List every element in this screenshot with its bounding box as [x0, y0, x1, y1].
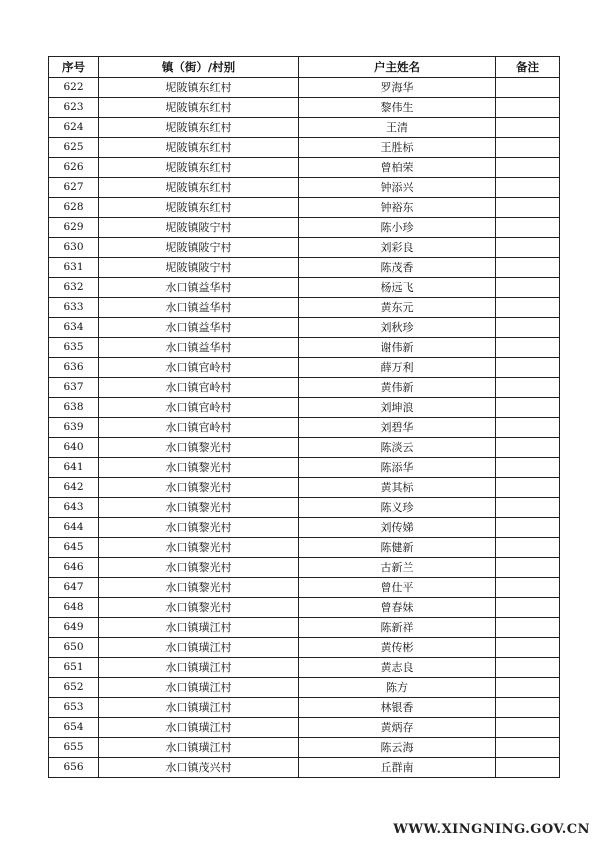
serial-number-cell: 634 [49, 318, 99, 338]
town-village-cell: 水口镇黎光村 [99, 558, 299, 578]
remarks-cell [496, 138, 560, 158]
table-row [49, 438, 560, 458]
table-row [49, 138, 560, 158]
town-village-cell: 水口镇黎光村 [99, 538, 299, 558]
table-row [49, 698, 560, 718]
serial-number-cell: 632 [49, 278, 99, 298]
table-header-row [49, 57, 560, 78]
town-village-cell: 坭陂镇东红村 [99, 138, 299, 158]
table-row [49, 458, 560, 478]
householder-name-cell: 黄传彬 [299, 638, 496, 658]
householder-name-cell: 林银香 [299, 698, 496, 718]
town-village-cell: 水口镇璜江村 [99, 738, 299, 758]
householder-name-cell: 丘群南 [299, 758, 496, 778]
serial-number-cell: 625 [49, 138, 99, 158]
town-village-cell: 坭陂镇东红村 [99, 118, 299, 138]
table-row [49, 578, 560, 598]
serial-number-cell: 648 [49, 598, 99, 618]
remarks-cell [496, 558, 560, 578]
table-row [49, 178, 560, 198]
town-village-cell: 坭陂镇东红村 [99, 178, 299, 198]
header-remarks: 备注 [496, 57, 560, 78]
serial-number-cell: 649 [49, 618, 99, 638]
remarks-cell [496, 298, 560, 318]
serial-number-cell: 627 [49, 178, 99, 198]
town-village-cell: 水口镇黎光村 [99, 438, 299, 458]
town-village-cell: 水口镇黎光村 [99, 458, 299, 478]
householder-name-cell: 黄炳存 [299, 718, 496, 738]
town-village-cell: 水口镇官岭村 [99, 358, 299, 378]
town-village-cell: 水口镇茂兴村 [99, 758, 299, 778]
town-village-cell: 水口镇黎光村 [99, 518, 299, 538]
town-village-cell: 水口镇益华村 [99, 338, 299, 358]
remarks-cell [496, 638, 560, 658]
town-village-cell: 坭陂镇陂宁村 [99, 238, 299, 258]
serial-number-cell: 645 [49, 538, 99, 558]
table-row [49, 758, 560, 778]
table-row [49, 258, 560, 278]
householder-name-cell: 刘坤浪 [299, 398, 496, 418]
table-row [49, 518, 560, 538]
remarks-cell [496, 238, 560, 258]
serial-number-cell: 640 [49, 438, 99, 458]
remarks-cell [496, 518, 560, 538]
householder-name-cell: 陈茂香 [299, 258, 496, 278]
serial-number-cell: 622 [49, 78, 99, 98]
table-row [49, 598, 560, 618]
remarks-cell [496, 498, 560, 518]
householder-name-cell: 钟裕东 [299, 198, 496, 218]
table-row [49, 298, 560, 318]
remarks-cell [496, 118, 560, 138]
serial-number-cell: 644 [49, 518, 99, 538]
table-row [49, 378, 560, 398]
table-row [49, 78, 560, 98]
householder-name-cell: 陈义珍 [299, 498, 496, 518]
remarks-cell [496, 198, 560, 218]
householder-name-cell: 王清 [299, 118, 496, 138]
town-village-cell: 水口镇璜江村 [99, 658, 299, 678]
serial-number-cell: 652 [49, 678, 99, 698]
remarks-cell [496, 538, 560, 558]
remarks-cell [496, 738, 560, 758]
town-village-cell: 水口镇益华村 [99, 278, 299, 298]
remarks-cell [496, 758, 560, 778]
table-row [49, 618, 560, 638]
town-village-cell: 水口镇黎光村 [99, 598, 299, 618]
remarks-cell [496, 418, 560, 438]
header-serial-number: 序号 [49, 57, 99, 78]
remarks-cell [496, 338, 560, 358]
remarks-cell [496, 78, 560, 98]
table-row [49, 678, 560, 698]
table-row [49, 658, 560, 678]
table-row [49, 98, 560, 118]
householder-name-cell: 刘传娣 [299, 518, 496, 538]
householder-name-cell: 陈云海 [299, 738, 496, 758]
serial-number-cell: 654 [49, 718, 99, 738]
remarks-cell [496, 678, 560, 698]
remarks-cell [496, 478, 560, 498]
householder-name-cell: 黄志良 [299, 658, 496, 678]
table-row [49, 558, 560, 578]
remarks-cell [496, 178, 560, 198]
householder-name-cell: 刘彩良 [299, 238, 496, 258]
household-table-container [48, 56, 559, 778]
householder-name-cell: 钟添兴 [299, 178, 496, 198]
serial-number-cell: 653 [49, 698, 99, 718]
town-village-cell: 水口镇黎光村 [99, 478, 299, 498]
remarks-cell [496, 718, 560, 738]
remarks-cell [496, 698, 560, 718]
table-row [49, 118, 560, 138]
serial-number-cell: 626 [49, 158, 99, 178]
table-row [49, 398, 560, 418]
town-village-cell: 水口镇益华村 [99, 298, 299, 318]
town-village-cell: 坭陂镇东红村 [99, 158, 299, 178]
serial-number-cell: 638 [49, 398, 99, 418]
table-row [49, 198, 560, 218]
town-village-cell: 水口镇官岭村 [99, 378, 299, 398]
serial-number-cell: 629 [49, 218, 99, 238]
town-village-cell: 水口镇益华村 [99, 318, 299, 338]
remarks-cell [496, 618, 560, 638]
table-row [49, 478, 560, 498]
householder-name-cell: 古新兰 [299, 558, 496, 578]
householder-name-cell: 黄东元 [299, 298, 496, 318]
town-village-cell: 坭陂镇陂宁村 [99, 258, 299, 278]
householder-name-cell: 陈健新 [299, 538, 496, 558]
remarks-cell [496, 98, 560, 118]
householder-name-cell: 黄伟新 [299, 378, 496, 398]
householder-name-cell: 黄其标 [299, 478, 496, 498]
householder-name-cell: 曾柏荣 [299, 158, 496, 178]
remarks-cell [496, 438, 560, 458]
remarks-cell [496, 398, 560, 418]
serial-number-cell: 639 [49, 418, 99, 438]
town-village-cell: 水口镇璜江村 [99, 678, 299, 698]
serial-number-cell: 656 [49, 758, 99, 778]
householder-name-cell: 陈小珍 [299, 218, 496, 238]
householder-name-cell: 陈淡云 [299, 438, 496, 458]
serial-number-cell: 643 [49, 498, 99, 518]
householder-name-cell: 罗海华 [299, 78, 496, 98]
remarks-cell [496, 358, 560, 378]
town-village-cell: 坭陂镇东红村 [99, 198, 299, 218]
remarks-cell [496, 278, 560, 298]
remarks-cell [496, 578, 560, 598]
householder-name-cell: 陈方 [299, 678, 496, 698]
serial-number-cell: 624 [49, 118, 99, 138]
householder-name-cell: 黎伟生 [299, 98, 496, 118]
site-watermark: WWW.XINGNING.GOV.CN [393, 822, 590, 837]
serial-number-cell: 623 [49, 98, 99, 118]
householder-name-cell: 曾春妹 [299, 598, 496, 618]
householder-name-cell: 刘碧华 [299, 418, 496, 438]
table-row [49, 238, 560, 258]
remarks-cell [496, 378, 560, 398]
serial-number-cell: 635 [49, 338, 99, 358]
table-row [49, 418, 560, 438]
remarks-cell [496, 318, 560, 338]
town-village-cell: 水口镇璜江村 [99, 698, 299, 718]
remarks-cell [496, 158, 560, 178]
serial-number-cell: 651 [49, 658, 99, 678]
table-row [49, 158, 560, 178]
serial-number-cell: 642 [49, 478, 99, 498]
town-village-cell: 水口镇官岭村 [99, 398, 299, 418]
remarks-cell [496, 598, 560, 618]
serial-number-cell: 646 [49, 558, 99, 578]
household-table [48, 56, 560, 778]
serial-number-cell: 636 [49, 358, 99, 378]
householder-name-cell: 刘秋珍 [299, 318, 496, 338]
town-village-cell: 水口镇黎光村 [99, 578, 299, 598]
serial-number-cell: 637 [49, 378, 99, 398]
header-householder-name: 户主姓名 [299, 57, 496, 78]
town-village-cell: 坭陂镇东红村 [99, 78, 299, 98]
table-row [49, 718, 560, 738]
serial-number-cell: 647 [49, 578, 99, 598]
remarks-cell [496, 218, 560, 238]
serial-number-cell: 650 [49, 638, 99, 658]
town-village-cell: 水口镇璜江村 [99, 718, 299, 738]
householder-name-cell: 陈新祥 [299, 618, 496, 638]
serial-number-cell: 655 [49, 738, 99, 758]
table-row [49, 278, 560, 298]
town-village-cell: 坭陂镇陂宁村 [99, 218, 299, 238]
table-row [49, 638, 560, 658]
town-village-cell: 水口镇官岭村 [99, 418, 299, 438]
table-row [49, 318, 560, 338]
householder-name-cell: 薛万利 [299, 358, 496, 378]
remarks-cell [496, 258, 560, 278]
table-row [49, 738, 560, 758]
town-village-cell: 水口镇璜江村 [99, 638, 299, 658]
householder-name-cell: 杨远飞 [299, 278, 496, 298]
table-row [49, 358, 560, 378]
header-town-village: 镇（街）/村别 [99, 57, 299, 78]
serial-number-cell: 631 [49, 258, 99, 278]
serial-number-cell: 633 [49, 298, 99, 318]
table-body [49, 78, 560, 778]
remarks-cell [496, 458, 560, 478]
householder-name-cell: 陈添华 [299, 458, 496, 478]
table-row [49, 498, 560, 518]
serial-number-cell: 641 [49, 458, 99, 478]
serial-number-cell: 628 [49, 198, 99, 218]
table-row [49, 538, 560, 558]
serial-number-cell: 630 [49, 238, 99, 258]
table-row [49, 218, 560, 238]
town-village-cell: 坭陂镇东红村 [99, 98, 299, 118]
householder-name-cell: 曾仕平 [299, 578, 496, 598]
remarks-cell [496, 658, 560, 678]
table-row [49, 338, 560, 358]
householder-name-cell: 谢伟新 [299, 338, 496, 358]
householder-name-cell: 王胜标 [299, 138, 496, 158]
town-village-cell: 水口镇璜江村 [99, 618, 299, 638]
town-village-cell: 水口镇黎光村 [99, 498, 299, 518]
